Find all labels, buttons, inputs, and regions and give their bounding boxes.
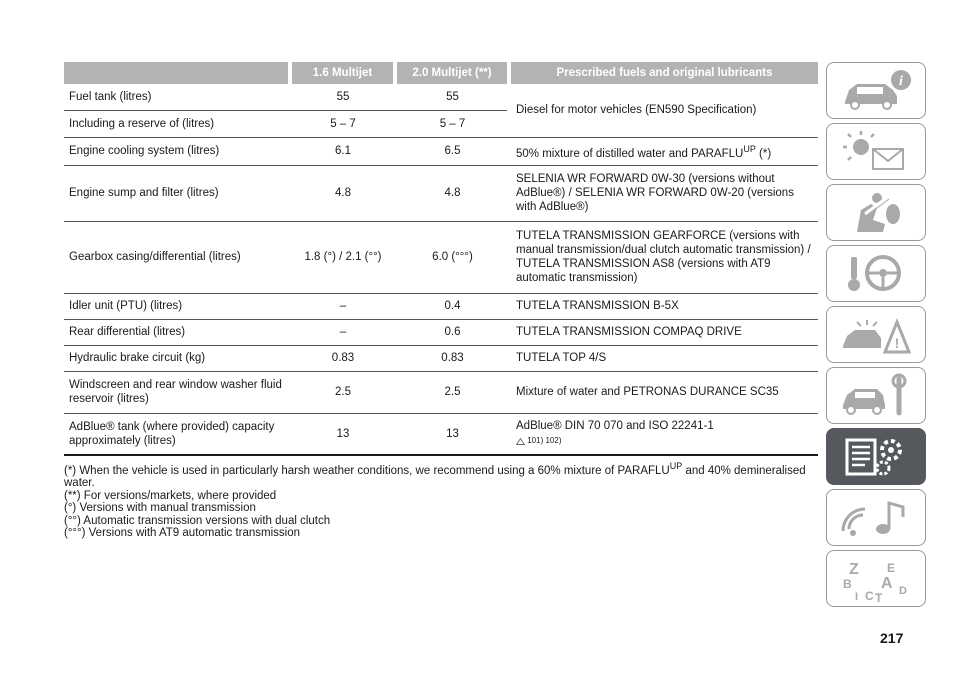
- tab-key-steering[interactable]: [826, 245, 926, 302]
- tab-index[interactable]: [826, 550, 926, 607]
- footnote: (**) For versions/markets, where provided: [64, 489, 277, 502]
- header-fluids: Prescribed fuels and original lubricants: [511, 62, 818, 84]
- header-20-multijet: 2.0 Multijet (**): [397, 62, 507, 84]
- svg-text:i: i: [899, 73, 903, 89]
- footnote: (°) Versions with manual transmission: [64, 502, 256, 515]
- table-row: [64, 137, 818, 165]
- svg-text:A: A: [881, 574, 893, 592]
- fluid-sump: SELENIA WR FORWARD 0W-30 (versions without AdBlue®) / SELENIA WR FORWARD 0W-20 (versions with AdBlue®): [511, 165, 818, 221]
- row-label: Engine sump and filter (litres): [64, 165, 288, 221]
- car-maintenance-icon: [837, 373, 915, 419]
- index-icon: [837, 556, 915, 602]
- table-row: [64, 84, 818, 110]
- svg-text:C: C: [865, 588, 874, 602]
- value-20: 6.5: [397, 137, 507, 165]
- tab-warning-lights[interactable]: [826, 123, 926, 180]
- svg-text:!: !: [894, 334, 900, 351]
- fluid-rear-diff: TUTELA TRANSMISSION COMPAQ DRIVE: [511, 319, 818, 345]
- value-20: 4.8: [397, 165, 507, 221]
- technical-data-icon: [837, 434, 915, 480]
- tab-technical-data[interactable]: [826, 428, 926, 485]
- value-16: 4.8: [292, 165, 393, 221]
- airbag-safety-icon: [837, 190, 915, 236]
- fluid-fuel: Diesel for motor vehicles (EN590 Specification): [511, 84, 818, 137]
- row-label: Rear differential (litres): [64, 319, 288, 345]
- table-row: [64, 221, 818, 293]
- table-row: [64, 413, 818, 455]
- svg-text:B: B: [843, 576, 852, 591]
- car-info-icon: [837, 68, 915, 114]
- table-row: [64, 293, 818, 319]
- row-label: Hydraulic brake circuit (kg): [64, 345, 288, 371]
- svg-text:I: I: [855, 590, 859, 602]
- table-row: [64, 371, 818, 413]
- row-label: AdBlue® tank (where provided) capacity approximately (litres): [64, 413, 288, 455]
- fluid-ptu: TUTELA TRANSMISSION B-5X: [511, 293, 818, 319]
- svg-text:Z: Z: [849, 560, 859, 578]
- value-16: –: [292, 293, 393, 319]
- fluid-gearbox: TUTELA TRANSMISSION GEARFORCE (versions with manual transmission/dual clutch automatic transmission) / TUTELA TRANSMISSION AS8 (versions with AT9 automatic transmission): [511, 221, 818, 293]
- value-16: 55: [292, 84, 393, 110]
- value-16: 13: [292, 413, 393, 455]
- footnote: (°°) Automatic transmission versions with dual clutch: [64, 514, 331, 527]
- page-content: [64, 62, 818, 540]
- value-20: 0.83: [397, 345, 507, 371]
- value-20: 0.6: [397, 319, 507, 345]
- footnote: (°°°) Versions with AT9 automatic transmission: [64, 527, 300, 540]
- table-row: [64, 319, 818, 345]
- value-16: –: [292, 319, 393, 345]
- table-header: [64, 62, 818, 84]
- row-label: Idler unit (PTU) (litres): [64, 293, 288, 319]
- value-16: 5 – 7: [292, 110, 393, 137]
- multimedia-icon: [837, 495, 915, 541]
- footnote: (*) When the vehicle is used in particularly harsh weather conditions, we recommend using a 60% mixture of $PARAFLU^{UP}$ and 40% demineralised water.: [64, 461, 806, 490]
- fluid-adblue: AdBlue® DIN 70 070 and ISO 22241-1 101) 102): [511, 413, 818, 455]
- tab-emergency[interactable]: [826, 306, 926, 363]
- value-16: 2.5: [292, 371, 393, 413]
- svg-text:D: D: [899, 584, 907, 597]
- page-number: 217: [880, 630, 904, 646]
- value-16: 6.1: [292, 137, 393, 165]
- row-label: Gearbox casing/differential (litres): [64, 221, 288, 293]
- fluid-cooling: 50% mixture of distilled water and $PARAFLU^{UP}$ (*): [511, 137, 818, 165]
- fluid-washer: Mixture of water and PETRONAS DURANCE SC35: [511, 371, 818, 413]
- value-20: 5 – 7: [397, 110, 507, 137]
- value-20: 13: [397, 413, 507, 455]
- emergency-icon: [837, 312, 915, 358]
- fluid-brake: TUTELA TOP 4/S: [511, 345, 818, 371]
- row-label: Engine cooling system (litres): [64, 137, 288, 165]
- chapter-nav: [826, 62, 928, 611]
- value-20: 55: [397, 84, 507, 110]
- reference-links[interactable]: 101) 102): [527, 436, 562, 446]
- tab-car-maintenance[interactable]: [826, 367, 926, 424]
- header-16-multijet: 1.6 Multijet: [292, 62, 393, 84]
- tab-multimedia[interactable]: [826, 489, 926, 546]
- value-16: 0.83: [292, 345, 393, 371]
- footnotes: [64, 460, 818, 540]
- header-blank: [64, 62, 288, 84]
- row-label: Fuel tank (litres): [64, 84, 288, 110]
- key-steering-icon: [837, 251, 915, 297]
- value-20: 6.0 (°°°): [397, 221, 507, 293]
- row-label: Windscreen and rear window washer fluid reservoir (litres): [64, 371, 288, 413]
- svg-text:T: T: [875, 590, 883, 602]
- value-20: 2.5: [397, 371, 507, 413]
- row-label: Including a reserve of (litres): [64, 110, 288, 137]
- table-row: [64, 165, 818, 221]
- value-16: 1.8 (°) / 2.1 (°°): [292, 221, 393, 293]
- tab-car-info[interactable]: [826, 62, 926, 119]
- table-row: [64, 345, 818, 371]
- fluids-table: [64, 62, 818, 456]
- warning-lights-icon: [837, 129, 915, 175]
- value-20: 0.4: [397, 293, 507, 319]
- tab-airbag-safety[interactable]: [826, 184, 926, 241]
- warning-triangle-icon: [516, 438, 525, 445]
- svg-text:E: E: [887, 560, 896, 575]
